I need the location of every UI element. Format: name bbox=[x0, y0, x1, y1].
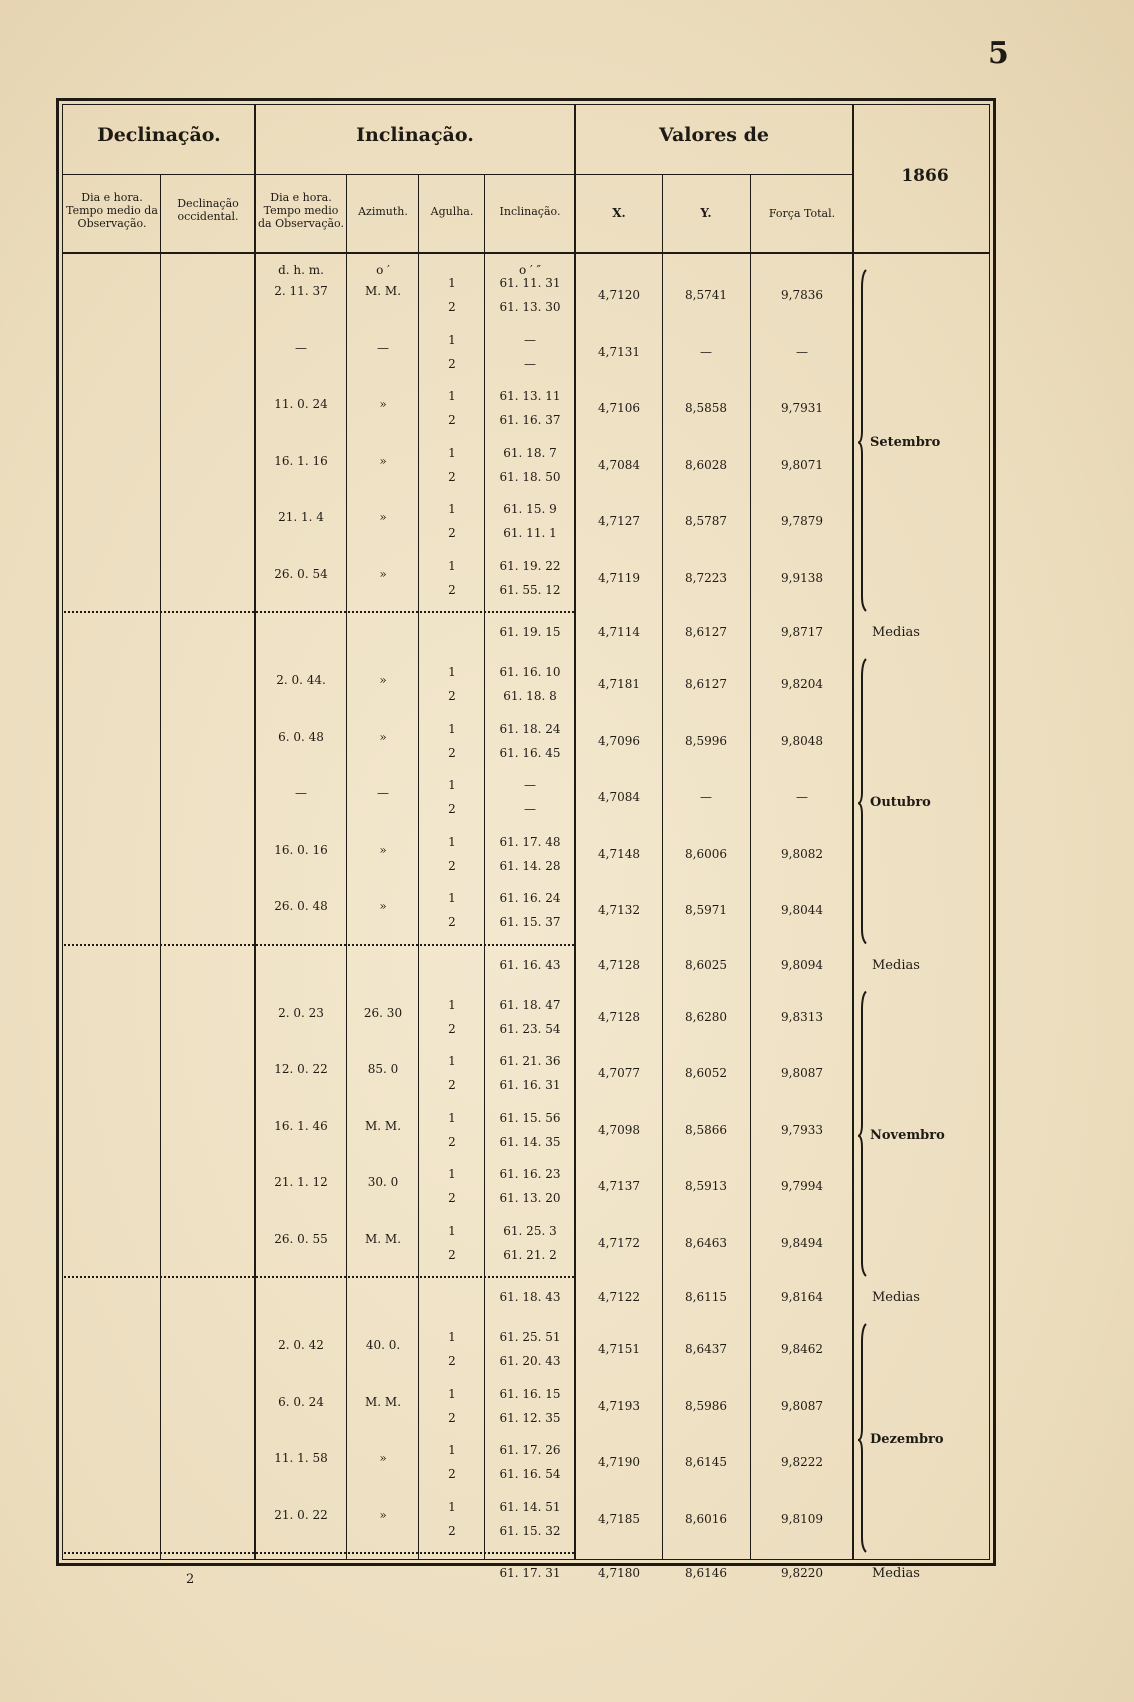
obs-azimuth: » bbox=[379, 1507, 387, 1522]
col-dia-hora-inclinacao: Dia e hora. Tempo medio da Observação. bbox=[258, 191, 344, 230]
obs-inclination-2: 61. 18. 8 bbox=[503, 689, 557, 703]
col-declinacao-occidental: Declinação occidental. bbox=[177, 197, 239, 223]
value-forca-total: 9,8109 bbox=[781, 1511, 823, 1526]
medias-x: 4,7180 bbox=[598, 1566, 640, 1580]
obs-inclination-1: 61. 18. 24 bbox=[499, 721, 561, 736]
needle-1: 1 bbox=[448, 1054, 456, 1068]
obs-day-hour: 2. 11. 37 bbox=[274, 284, 328, 298]
value-x: 4,7128 bbox=[598, 1009, 640, 1024]
month-brace bbox=[858, 992, 866, 1277]
obs-inclination-2: 61. 12. 35 bbox=[499, 1410, 561, 1425]
medias-x: 4,7122 bbox=[598, 1290, 640, 1304]
needle-1: 1 bbox=[448, 332, 456, 347]
medias-x: 4,7128 bbox=[598, 957, 640, 972]
value-forca-total: 9,9138 bbox=[781, 570, 823, 585]
value-forca-total: 9,8494 bbox=[781, 1235, 823, 1250]
value-forca-total: 9,8222 bbox=[781, 1455, 823, 1469]
value-forca-total: 9,8044 bbox=[781, 903, 823, 917]
obs-azimuth: 30. 0 bbox=[367, 1175, 399, 1189]
value-y: 8,5866 bbox=[685, 1122, 727, 1137]
needle-1: 1 bbox=[448, 721, 456, 736]
medias-inclination: 61. 17. 31 bbox=[499, 1566, 561, 1580]
obs-inclination-2: 61. 23. 54 bbox=[499, 1021, 561, 1036]
obs-day-hour: 2. 0. 42 bbox=[278, 1338, 324, 1352]
value-forca-total: 9,8087 bbox=[781, 1398, 823, 1413]
medias-x: 4,7114 bbox=[598, 625, 640, 639]
needle-2: 2 bbox=[448, 1467, 456, 1481]
obs-inclination-2: 61. 18. 50 bbox=[499, 469, 561, 484]
obs-day-hour: 26. 0. 54 bbox=[274, 566, 328, 581]
obs-inclination-1: 61. 18. 7 bbox=[503, 445, 557, 460]
value-y: 8,6006 bbox=[685, 846, 727, 861]
value-forca-total: 9,8048 bbox=[781, 733, 823, 748]
value-x: 4,7106 bbox=[598, 401, 640, 415]
value-x: 4,7077 bbox=[598, 1066, 640, 1080]
value-x: 4,7127 bbox=[598, 514, 640, 528]
value-y: 8,5787 bbox=[685, 514, 727, 528]
obs-day-hour: 12. 0. 22 bbox=[274, 1062, 328, 1076]
needle-2: 2 bbox=[448, 802, 456, 816]
header-valores: Valores de bbox=[659, 124, 769, 146]
obs-day-hour: 2. 0. 44. bbox=[276, 673, 326, 687]
col-y: Y. bbox=[700, 206, 712, 220]
needle-1: 1 bbox=[448, 445, 456, 460]
month-brace bbox=[858, 270, 866, 611]
month-brace bbox=[858, 659, 866, 944]
obs-inclination-2: 61. 16. 31 bbox=[499, 1078, 561, 1092]
value-y: 8,6052 bbox=[685, 1066, 727, 1080]
obs-inclination-1: 61. 17. 26 bbox=[499, 1443, 561, 1457]
obs-inclination-1: 61. 13. 11 bbox=[499, 389, 561, 403]
obs-inclination-2: 61. 16. 37 bbox=[499, 413, 561, 427]
obs-day-hour: 11. 0. 24 bbox=[274, 397, 328, 411]
needle-1: 1 bbox=[448, 558, 456, 573]
obs-day-hour: 6. 0. 24 bbox=[278, 1394, 324, 1409]
page-number: 5 bbox=[988, 36, 1009, 71]
month-label: Novembro bbox=[870, 1127, 945, 1143]
needle-2: 2 bbox=[448, 1134, 456, 1149]
obs-azimuth: 26. 30 bbox=[363, 1005, 403, 1020]
obs-azimuth: M. M. bbox=[364, 1394, 402, 1409]
unit-inc: o ′ ″ bbox=[518, 263, 542, 277]
obs-azimuth: M. M. bbox=[364, 284, 402, 298]
value-forca-total: 9,7879 bbox=[781, 514, 823, 528]
medias-forca-total: 9,8094 bbox=[781, 957, 823, 972]
obs-inclination-1: 61. 16. 15 bbox=[499, 1386, 561, 1401]
obs-inclination-1: 61. 16. 23 bbox=[499, 1167, 561, 1181]
month-brace bbox=[858, 1324, 866, 1552]
value-y: 8,6280 bbox=[685, 1009, 727, 1024]
value-forca-total: 9,8462 bbox=[781, 1342, 823, 1356]
obs-inclination-2: 61. 16. 54 bbox=[499, 1467, 561, 1481]
obs-day-hour: 11. 1. 58 bbox=[274, 1451, 328, 1465]
value-forca-total: 9,8087 bbox=[781, 1066, 823, 1080]
medias-y: 8,6115 bbox=[685, 1290, 727, 1304]
value-y: 8,6463 bbox=[685, 1235, 727, 1250]
value-y: 8,7223 bbox=[685, 570, 727, 585]
needle-2: 2 bbox=[448, 689, 456, 703]
obs-azimuth: M. M. bbox=[364, 1231, 402, 1246]
needle-1: 1 bbox=[448, 665, 456, 679]
col-x: X. bbox=[612, 206, 626, 220]
value-forca-total: — bbox=[796, 790, 808, 804]
needle-1: 1 bbox=[448, 389, 456, 403]
value-x: 4,7193 bbox=[598, 1398, 640, 1413]
obs-day-hour: 16. 1. 16 bbox=[274, 453, 328, 468]
value-forca-total: 9,8082 bbox=[781, 846, 823, 861]
obs-inclination-2: 61. 15. 32 bbox=[499, 1523, 561, 1538]
obs-day-hour: 26. 0. 48 bbox=[274, 899, 328, 913]
value-x: 4,7137 bbox=[598, 1179, 640, 1193]
value-x: 4,7096 bbox=[598, 733, 640, 748]
value-y: 8,6028 bbox=[685, 457, 727, 472]
month-label: Outubro bbox=[870, 795, 931, 811]
value-forca-total: — bbox=[796, 344, 808, 359]
header-year: 1866 bbox=[901, 166, 949, 186]
obs-azimuth: M. M. bbox=[364, 1118, 402, 1133]
obs-day-hour: 16. 0. 16 bbox=[274, 842, 328, 857]
medias-y: 8,6146 bbox=[685, 1566, 727, 1580]
value-y: 8,5986 bbox=[685, 1398, 727, 1413]
value-forca-total: 9,7931 bbox=[781, 401, 823, 415]
obs-azimuth: 40. 0. bbox=[365, 1338, 401, 1352]
value-x: 4,7151 bbox=[598, 1342, 640, 1356]
obs-azimuth: » bbox=[379, 899, 387, 913]
obs-inclination-1: 61. 25. 51 bbox=[499, 1330, 561, 1344]
obs-inclination-2: 61. 16. 45 bbox=[499, 745, 561, 760]
needle-1: 1 bbox=[448, 891, 456, 905]
value-forca-total: 9,7994 bbox=[781, 1179, 823, 1193]
obs-azimuth: » bbox=[379, 566, 387, 581]
obs-day-hour: 26. 0. 55 bbox=[274, 1231, 328, 1246]
value-y: 8,6016 bbox=[685, 1511, 727, 1526]
obs-day-hour: — bbox=[295, 340, 307, 355]
obs-inclination-1: 61. 19. 22 bbox=[499, 558, 561, 573]
obs-azimuth: 85. 0 bbox=[367, 1062, 399, 1076]
needle-1: 1 bbox=[448, 778, 456, 792]
needle-1: 1 bbox=[448, 1223, 456, 1238]
medias-label: Medias bbox=[872, 1566, 920, 1581]
needle-2: 2 bbox=[448, 745, 456, 760]
obs-day-hour: 21. 0. 22 bbox=[274, 1507, 328, 1522]
value-y: 8,5741 bbox=[685, 288, 727, 302]
obs-azimuth: » bbox=[379, 397, 387, 411]
value-x: 4,7132 bbox=[598, 903, 640, 917]
obs-azimuth: » bbox=[379, 510, 387, 524]
col-inclinacao: Inclinação. bbox=[499, 205, 561, 218]
needle-1: 1 bbox=[448, 997, 456, 1012]
needle-2: 2 bbox=[448, 915, 456, 929]
obs-day-hour: 6. 0. 48 bbox=[278, 729, 324, 744]
obs-inclination-1: — bbox=[524, 332, 536, 347]
needle-2: 2 bbox=[448, 469, 456, 484]
value-x: 4,7120 bbox=[598, 288, 640, 302]
medias-forca-total: 9,8717 bbox=[781, 625, 823, 639]
month-label: Setembro bbox=[870, 434, 941, 450]
obs-inclination-1: 61. 16. 10 bbox=[499, 665, 561, 679]
needle-2: 2 bbox=[448, 1021, 456, 1036]
needle-1: 1 bbox=[448, 1330, 456, 1344]
obs-azimuth: » bbox=[379, 1451, 387, 1465]
obs-inclination-2: 61. 14. 28 bbox=[499, 858, 561, 873]
obs-inclination-1: 61. 25. 3 bbox=[503, 1223, 557, 1238]
needle-2: 2 bbox=[448, 1354, 456, 1368]
value-x: 4,7131 bbox=[598, 344, 640, 359]
value-x: 4,7190 bbox=[598, 1455, 640, 1469]
medias-inclination: 61. 18. 43 bbox=[499, 1290, 561, 1304]
needle-2: 2 bbox=[448, 858, 456, 873]
obs-day-hour: 16. 1. 46 bbox=[274, 1118, 328, 1133]
needle-2: 2 bbox=[448, 582, 456, 597]
value-forca-total: 9,7933 bbox=[781, 1122, 823, 1137]
obs-inclination-2: 61. 11. 1 bbox=[503, 526, 557, 540]
value-y: 8,5996 bbox=[685, 733, 727, 748]
needle-2: 2 bbox=[448, 1523, 456, 1538]
value-y: 8,6127 bbox=[685, 677, 727, 691]
obs-inclination-1: 61. 15. 56 bbox=[499, 1110, 561, 1125]
obs-inclination-2: 61. 13. 30 bbox=[499, 300, 561, 314]
obs-inclination-1: 61. 18. 47 bbox=[499, 997, 561, 1012]
needle-2: 2 bbox=[448, 1078, 456, 1092]
value-forca-total: 9,8071 bbox=[781, 457, 823, 472]
obs-day-hour: 21. 1. 12 bbox=[274, 1175, 328, 1189]
value-x: 4,7181 bbox=[598, 677, 640, 691]
value-forca-total: 9,7836 bbox=[781, 288, 823, 302]
obs-inclination-2: 61. 21. 2 bbox=[503, 1247, 557, 1262]
obs-azimuth: » bbox=[379, 842, 387, 857]
obs-inclination-2: 61. 14. 35 bbox=[499, 1134, 561, 1149]
value-y: 8,6437 bbox=[685, 1342, 727, 1356]
medias-inclination: 61. 16. 43 bbox=[499, 957, 561, 972]
medias-y: 8,6025 bbox=[685, 957, 727, 972]
needle-1: 1 bbox=[448, 1443, 456, 1457]
obs-inclination-1: 61. 11. 31 bbox=[499, 276, 561, 290]
value-x: 4,7084 bbox=[598, 790, 640, 804]
needle-1: 1 bbox=[448, 1386, 456, 1401]
needle-1: 1 bbox=[448, 276, 456, 290]
obs-azimuth: » bbox=[379, 673, 387, 687]
obs-day-hour: 2. 0. 23 bbox=[278, 1005, 324, 1020]
needle-2: 2 bbox=[448, 1191, 456, 1205]
needle-2: 2 bbox=[448, 356, 456, 371]
needle-1: 1 bbox=[448, 834, 456, 849]
value-x: 4,7098 bbox=[598, 1122, 640, 1137]
obs-azimuth: — bbox=[377, 786, 389, 800]
value-x: 4,7084 bbox=[598, 457, 640, 472]
value-y: 8,5971 bbox=[685, 903, 727, 917]
value-x: 4,7185 bbox=[598, 1511, 640, 1526]
needle-1: 1 bbox=[448, 1167, 456, 1181]
obs-day-hour: — bbox=[295, 786, 307, 800]
obs-inclination-2: 61. 13. 20 bbox=[499, 1191, 561, 1205]
value-x: 4,7148 bbox=[598, 846, 640, 861]
col-azimuth: Azimuth. bbox=[358, 205, 408, 218]
medias-label: Medias bbox=[872, 1290, 920, 1305]
obs-inclination-1: 61. 14. 51 bbox=[499, 1499, 561, 1514]
needle-2: 2 bbox=[448, 300, 456, 314]
value-y: — bbox=[700, 344, 712, 359]
obs-azimuth: » bbox=[379, 729, 387, 744]
needle-2: 2 bbox=[448, 413, 456, 427]
medias-forca-total: 9,8164 bbox=[781, 1290, 823, 1304]
obs-inclination-1: — bbox=[524, 778, 536, 792]
medias-inclination: 61. 19. 15 bbox=[499, 625, 561, 639]
needle-1: 1 bbox=[448, 502, 456, 516]
value-y: — bbox=[700, 790, 712, 804]
header-declinacao: Declinação. bbox=[97, 124, 221, 146]
value-forca-total: 9,8313 bbox=[781, 1009, 823, 1024]
obs-inclination-2: 61. 55. 12 bbox=[499, 582, 561, 597]
value-y: 8,6145 bbox=[685, 1455, 727, 1469]
obs-inclination-2: 61. 20. 43 bbox=[499, 1354, 561, 1368]
value-forca-total: 9,8204 bbox=[781, 677, 823, 691]
obs-inclination-1: 61. 16. 24 bbox=[499, 891, 561, 905]
col-dia-hora-declinacao: Dia e hora. Tempo medio da Observação. bbox=[66, 191, 158, 230]
medias-label: Medias bbox=[872, 957, 920, 973]
obs-azimuth: » bbox=[379, 453, 387, 468]
value-y: 8,5913 bbox=[685, 1179, 727, 1193]
obs-inclination-2: — bbox=[524, 802, 536, 816]
obs-azimuth: — bbox=[377, 340, 389, 355]
obs-inclination-1: 61. 21. 36 bbox=[499, 1054, 561, 1068]
value-x: 4,7119 bbox=[598, 570, 640, 585]
needle-1: 1 bbox=[448, 1499, 456, 1514]
medias-label: Medias bbox=[872, 625, 920, 640]
value-x: 4,7172 bbox=[598, 1235, 640, 1250]
month-label: Dezembro bbox=[870, 1432, 944, 1447]
needle-1: 1 bbox=[448, 1110, 456, 1125]
value-y: 8,5858 bbox=[685, 401, 727, 415]
unit-dh: d. h. m. bbox=[278, 263, 324, 277]
needle-2: 2 bbox=[448, 526, 456, 540]
obs-inclination-2: — bbox=[524, 356, 536, 371]
medias-y: 8,6127 bbox=[685, 625, 727, 639]
obs-inclination-1: 61. 15. 9 bbox=[503, 502, 557, 516]
col-agulha: Agulha. bbox=[430, 205, 474, 218]
col-forca-total: Força Total. bbox=[768, 207, 836, 220]
unit-az: o ′ bbox=[376, 263, 390, 277]
obs-inclination-1: 61. 17. 48 bbox=[499, 834, 561, 849]
medias-forca-total: 9,8220 bbox=[781, 1566, 823, 1580]
obs-day-hour: 21. 1. 4 bbox=[278, 510, 324, 524]
needle-2: 2 bbox=[448, 1247, 456, 1262]
header-inclinacao: Inclinação. bbox=[356, 124, 474, 146]
obs-inclination-2: 61. 15. 37 bbox=[499, 915, 561, 929]
footer-number: 2 bbox=[186, 1572, 195, 1587]
needle-2: 2 bbox=[448, 1410, 456, 1425]
